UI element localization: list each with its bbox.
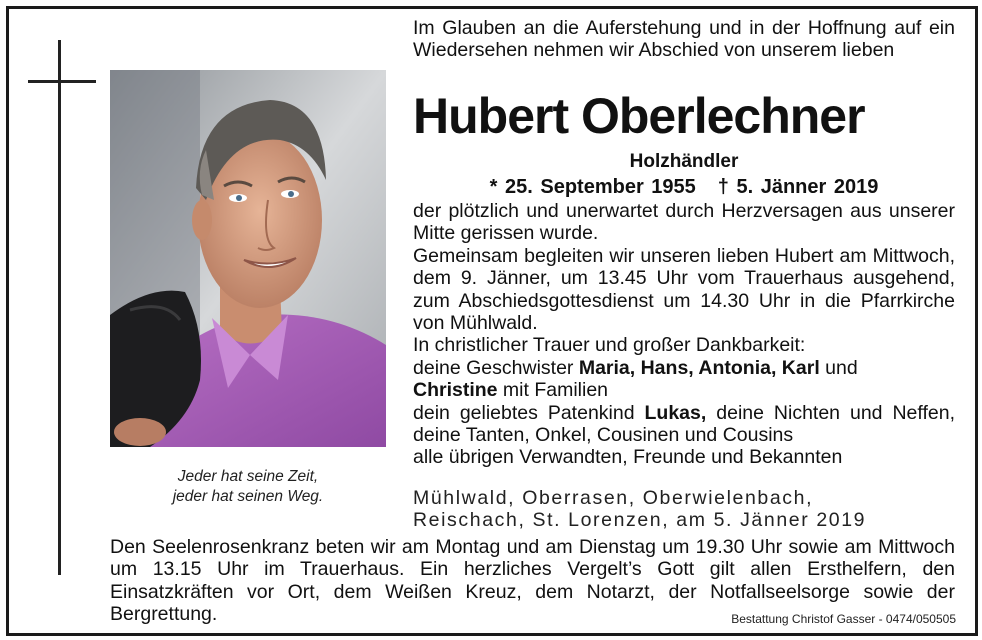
deceased-occupation: Holzhändler xyxy=(629,151,739,172)
circumstance-text: der plötzlich und unerwartet durch Herzversagen aus unserer Mitte gerissen wurde. xyxy=(413,200,955,245)
siblings-names-a: Maria, Hans, Antonia, Karl xyxy=(578,356,820,379)
portrait-photo xyxy=(110,70,386,447)
siblings-names-b: Christine xyxy=(413,379,498,402)
siblings-suffix: mit Familien xyxy=(497,379,609,402)
godchild-line xyxy=(413,402,955,447)
godchild-prefix: dein geliebtes Patenkind xyxy=(413,401,645,424)
cross-vertical-bar xyxy=(58,40,61,575)
godchild-name: Lukas, xyxy=(644,401,707,424)
funeral-home-credit: Bestattung Christof Gasser - 0474/050505 xyxy=(731,612,956,626)
siblings-line xyxy=(413,357,955,402)
caption-line-2: jeder hat seinen Weg. xyxy=(172,488,324,505)
siblings-prefix: deine Geschwister xyxy=(413,356,579,379)
birth-date: * 25. September 1955 xyxy=(489,176,696,198)
photo-caption xyxy=(110,467,386,507)
caption-line-1: Jeder hat seine Zeit, xyxy=(177,468,319,485)
place-and-date xyxy=(413,487,955,532)
cross-horizontal-bar xyxy=(28,80,96,83)
siblings-und: und xyxy=(819,356,858,379)
place-line-2: Reischach, St. Lorenzen, am 5. Jänner 2019 xyxy=(413,509,867,532)
relatives-line: alle übrigen Verwandten, Freunde und Bekannten xyxy=(413,446,843,469)
funeral-text: Gemeinsam begleiten wir unseren lieben Hubert am Mittwoch, dem 9. Jänner, um 13.45 Uhr vom Trauerhaus ausgehend, zum Abschiedsgottesdienst um 14.30 Uhr in die Pfarrkirche von Mühlwald. xyxy=(413,244,955,335)
mourners-intro: In christlicher Trauer und großer Dankbarkeit: xyxy=(413,334,806,357)
place-line-1: Mühlwald, Oberrasen, Oberwielenbach, xyxy=(413,487,814,509)
death-date: † 5. Jänner 2019 xyxy=(717,176,879,198)
deceased-name: Hubert Oberlechner xyxy=(413,88,865,144)
notice-body xyxy=(413,200,955,469)
life-dates xyxy=(413,176,955,199)
godchild-suffix: deine Nichten und Neffen, deine Tanten, Onkel, Cousinen und Cousins xyxy=(413,401,955,447)
intro-text: Im Glauben an die Auferstehung und in der Hoffnung auf ein Wiedersehen nehmen wir Abschied von unserem lieben xyxy=(413,17,955,62)
rosary-and-thanks-text: Den Seelenrosenkranz beten wir am Montag und am Dienstag um 19.30 Uhr sowie am Mittwoch um 13.15 Uhr im Trauerhaus. Ein herzliches Vergelt’s Gott gilt allen Ersthelfern, den Einsatzkräften vor Ort, dem Weißen Kreuz, dem Notarzt, der Notfallseelsorge sowie der Bergrettung. xyxy=(110,536,955,626)
